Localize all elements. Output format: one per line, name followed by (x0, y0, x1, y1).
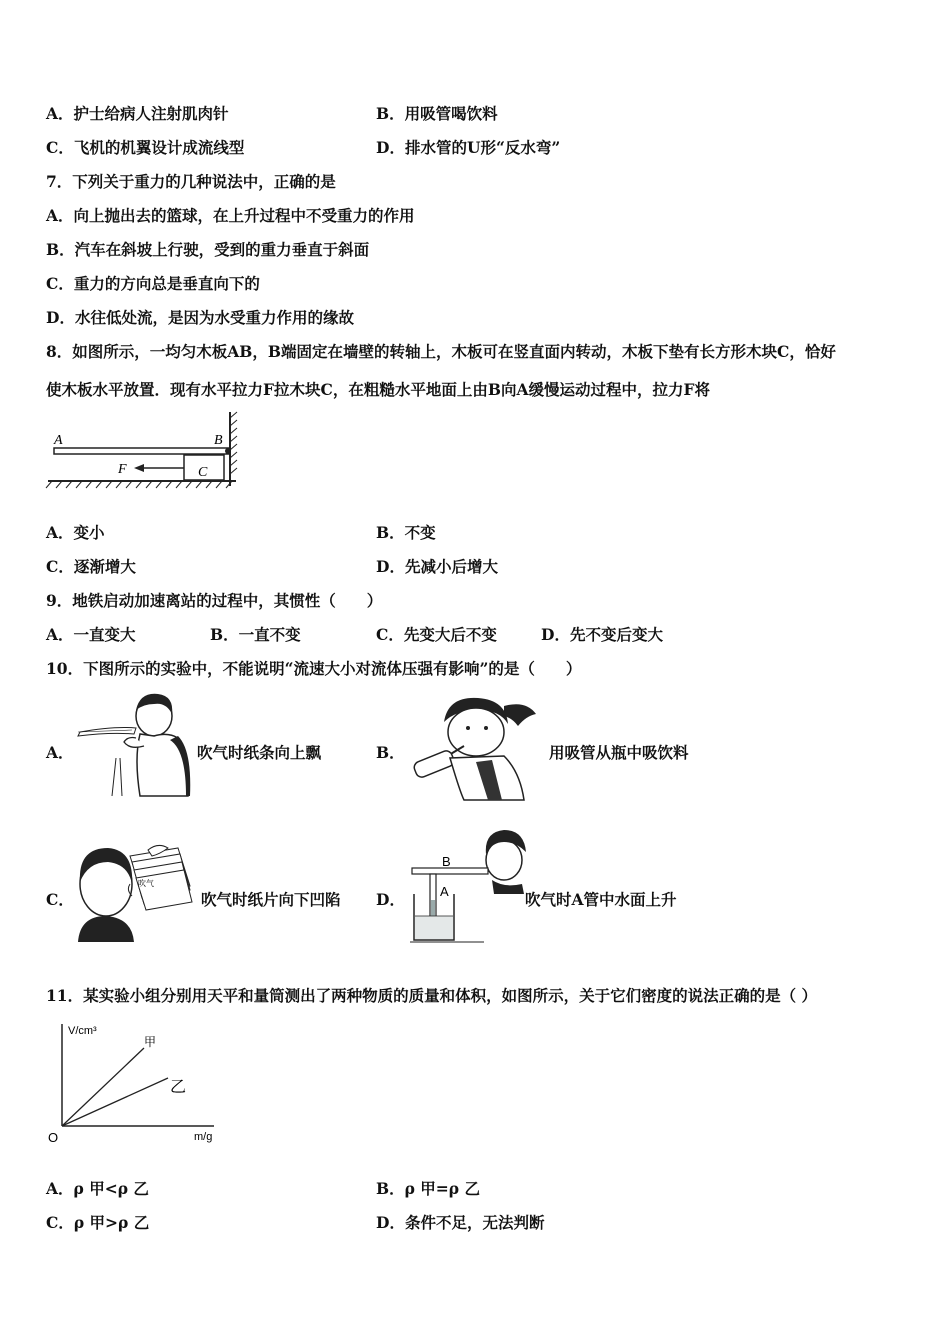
q8-label-f: F (118, 462, 127, 477)
q11-line-yi-label: 乙 (170, 1077, 187, 1096)
q10-option-c-caption: 吹气时纸片向下凹陷 (201, 890, 341, 909)
q8-option-d: D．先减小后增大 (376, 557, 498, 576)
q7-stem: 7．下列关于重力的几种说法中，正确的是 (46, 172, 336, 191)
q9-option-c: C．先变大后不变 (376, 625, 497, 644)
q11-option-a: A．ρ 甲<ρ 乙 (46, 1179, 149, 1198)
q11-option-d: D．条件不足，无法判断 (376, 1213, 545, 1232)
q7-option-a: A．向上抛出去的篮球，在上升过程中不受重力的作用 (46, 206, 415, 225)
q10-option-c-letter: C． (46, 890, 74, 909)
q11-option-c: C．ρ 甲>ρ 乙 (46, 1213, 150, 1232)
q10-d-label-b: B (442, 854, 451, 869)
q6-option-b: B．用吸管喝饮料 (376, 104, 498, 123)
q7-option-d: D．水往低处流，是因为水受重力作用的缘故 (46, 308, 354, 327)
q8-label-c: C (198, 465, 208, 480)
q10-c-fig-label: 吹气 (138, 879, 154, 888)
q10-option-d-caption: 吹气时A管中水面上升 (525, 890, 677, 909)
q9-option-b: B．一直不变 (210, 625, 301, 644)
q8-option-b: B．不变 (376, 523, 436, 542)
q7-option-b: B．汽车在斜坡上行驶，受到的重力垂直于斜面 (46, 240, 370, 259)
q6-option-a: A．护士给病人注射肌肉针 (46, 104, 229, 123)
q10-c-paper-dip-image (72, 834, 196, 942)
q9-option-d: D．先不变后变大 (541, 625, 663, 644)
q8-label-b: B (214, 433, 223, 448)
q8-lever-figure (44, 410, 244, 492)
q6-option-c: C．飞机的机翼设计成流线型 (46, 138, 245, 157)
q10-option-b-letter: B． (376, 743, 405, 762)
q11-line-jia-label: 甲 (144, 1035, 157, 1049)
q8-stem-line2: 使木板水平放置．现有水平拉力F拉木块C，在粗糙水平地面上由B向A缓慢运动过程中，拉力F将 (46, 380, 710, 399)
q10-b-straw-bottle-image (408, 692, 544, 802)
q11-volume-mass-graph (44, 1016, 226, 1148)
q8-option-c: C．逐渐增大 (46, 557, 136, 576)
q7-option-c: C．重力的方向总是垂直向下的 (46, 274, 260, 293)
q11-x-axis-label: m/g (194, 1131, 213, 1143)
q10-a-blowing-paper-image (74, 688, 192, 798)
q10-option-a-caption: 吹气时纸条向上飘 (197, 743, 322, 762)
q10-option-a-letter: A． (46, 743, 74, 762)
q10-option-b-caption: 用吸管从瓶中吸饮料 (549, 743, 689, 762)
q8-option-a: A．变小 (46, 523, 105, 542)
q10-stem: 10．下图所示的实验中，不能说明“流速大小对流体压强有影响”的是（ ） (46, 659, 582, 678)
q8-stem-line1: 8．如图所示，一均匀木板AB，B端固定在墙壁的转轴上，木板可在竖直面内转动，木板下垫有长方形木块C，恰好 (46, 342, 836, 361)
q8-label-a: A (54, 433, 63, 448)
q11-stem: 11．某实验小组分别用天平和量筒测出了两种物质的质量和体积，如图所示，关于它们密度的说法正确的是（ ） (46, 986, 817, 1005)
q10-d-tube-water-image (408, 824, 528, 944)
q10-option-d-letter: D． (376, 890, 405, 909)
q11-y-axis-label: V/cm³ (68, 1025, 97, 1037)
q10-d-label-a: A (440, 884, 449, 899)
q11-option-b: B．ρ 甲=ρ 乙 (376, 1179, 480, 1198)
q9-option-a: A．一直变大 (46, 625, 136, 644)
q11-origin-label: O (48, 1130, 59, 1145)
q9-stem: 9．地铁启动加速离站的过程中，其惯性（ ） (46, 591, 383, 610)
q6-option-d: D．排水管的U形“反水弯” (376, 138, 561, 157)
